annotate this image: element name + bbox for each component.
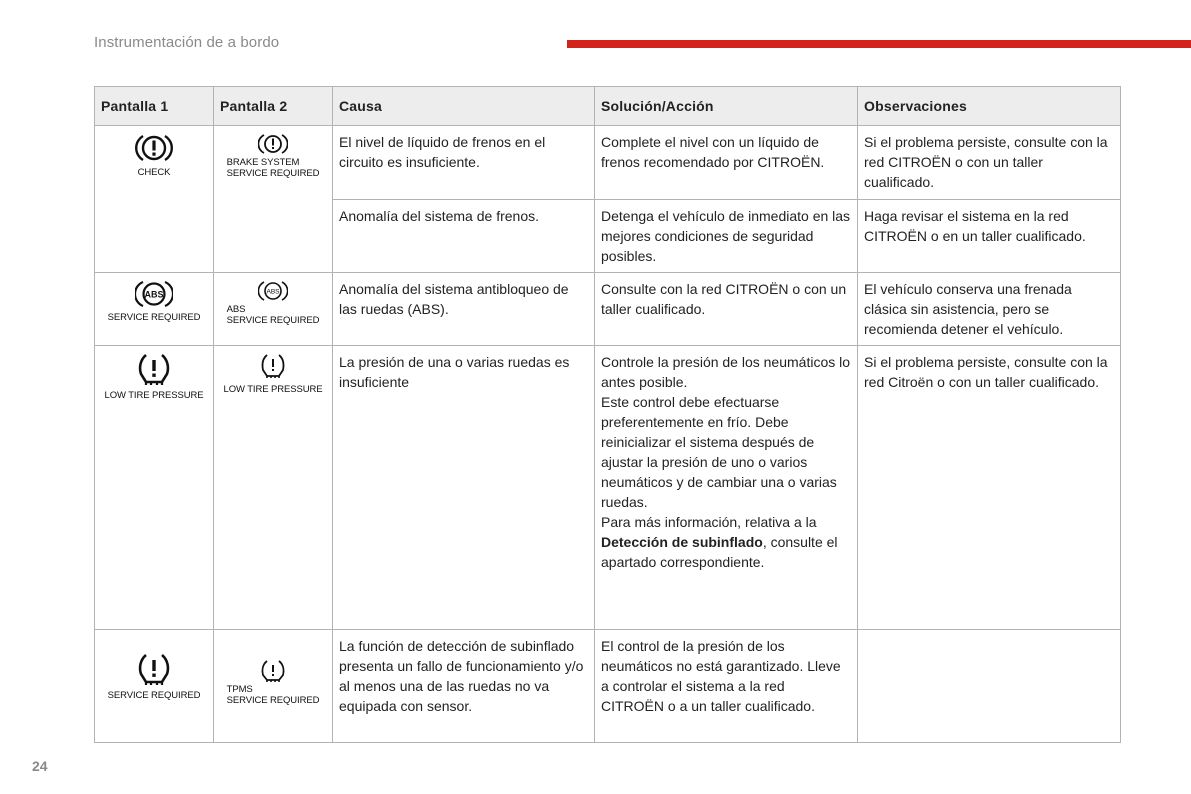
action-bold-reference: Detección de subinflado xyxy=(601,534,763,550)
icon-caption: TPMS xyxy=(226,684,253,695)
tire-pressure-icon xyxy=(260,658,286,684)
action-line: Controle la presión de los neumáticos lo antes posible. xyxy=(601,354,851,390)
screen2-cell xyxy=(214,126,333,273)
table-header-row xyxy=(95,87,1121,126)
icon-caption: LOW TIRE PRESSURE xyxy=(104,390,204,401)
column-header-screen2: Pantalla 2 xyxy=(214,87,333,126)
action-cell: Complete el nivel con un líquido de frenos recomendado por CITROËN. xyxy=(595,126,858,200)
action-line xyxy=(601,512,851,572)
cause-cell: Anomalía del sistema de frenos. xyxy=(333,200,595,273)
column-header-notes: Observaciones xyxy=(858,87,1121,126)
cause-cell: El nivel de líquido de frenos en el circuito es insuficiente. xyxy=(333,126,595,200)
cause-cell: La presión de una o varias ruedas es insuficiente xyxy=(333,346,595,630)
icon-caption: SERVICE REQUIRED xyxy=(107,312,201,323)
notes-cell: Haga revisar el sistema en la red CITROËN o en un taller cualificado. xyxy=(858,200,1121,273)
action-line-tail: , consulte el apartado correspondiente. xyxy=(601,534,838,570)
screen1-cell xyxy=(95,630,214,743)
screen2-cell xyxy=(214,630,333,743)
column-header-screen1: Pantalla 1 xyxy=(95,87,214,126)
brake-warning-icon xyxy=(135,132,173,164)
action-cell: Detenga el vehículo de inmediato en las mejores condiciones de seguridad posibles. xyxy=(595,200,858,273)
column-header-cause: Causa xyxy=(333,87,595,126)
notes-cell: Si el problema persiste, consulte con la red Citroën o con un taller cualificado. xyxy=(858,346,1121,630)
screen1-cell xyxy=(95,126,214,273)
notes-cell: Si el problema persiste, consulte con la red CITROËN o con un taller cualificado. xyxy=(858,126,1121,200)
column-header-action: Solución/Acción xyxy=(595,87,858,126)
tire-pressure-icon xyxy=(137,652,171,686)
abs-icon-text: ABS xyxy=(266,288,280,296)
icon-caption: SERVICE REQUIRED xyxy=(226,695,320,706)
icon-caption: ABS xyxy=(226,304,246,315)
cause-cell: Anomalía del sistema antibloqueo de las ruedas (ABS). xyxy=(333,273,595,346)
page-header-title: Instrumentación de a bordo xyxy=(94,34,280,51)
icon-caption: SERVICE REQUIRED xyxy=(107,690,201,701)
screen2-cell xyxy=(214,346,333,630)
tire-pressure-icon xyxy=(137,352,171,386)
brake-warning-icon xyxy=(258,132,288,156)
notes-cell xyxy=(858,630,1121,743)
action-cell xyxy=(595,346,858,630)
action-line: Este control debe efectuarse preferentemente en frío. Debe reinicializar el sistema después de ajustar la presión de uno o varios neumáticos y de cambiar una o varias ruedas. xyxy=(601,394,837,510)
icon-caption: BRAKE SYSTEM xyxy=(226,157,300,168)
tire-pressure-icon xyxy=(260,352,286,380)
table-row xyxy=(95,273,1121,346)
table-row xyxy=(95,126,1121,200)
cause-cell: La función de detección de subinflado presenta un fallo de funcionamiento y/o al menos una de las ruedas no va equipada con sensor. xyxy=(333,630,595,743)
action-cell: Consulte con la red CITROËN o con un taller cualificado. xyxy=(595,273,858,346)
header-accent-bar xyxy=(567,40,1191,48)
screen1-cell xyxy=(95,346,214,630)
abs-icon-text: ABS xyxy=(144,289,164,300)
table-row xyxy=(95,346,1121,630)
icon-caption: SERVICE REQUIRED xyxy=(226,315,320,326)
abs-icon xyxy=(135,279,173,309)
page-number: 24 xyxy=(32,758,48,774)
warning-lights-table xyxy=(94,86,1121,743)
notes-cell: El vehículo conserva una frenada clásica sin asistencia, pero se recomienda detener el vehículo. xyxy=(858,273,1121,346)
screen1-cell xyxy=(95,273,214,346)
action-line-text: Para más información, relativa a la xyxy=(601,514,817,530)
abs-icon xyxy=(258,279,288,303)
icon-caption: SERVICE REQUIRED xyxy=(226,168,320,179)
icon-caption: CHECK xyxy=(137,167,171,178)
icon-caption: LOW TIRE PRESSURE xyxy=(223,384,323,395)
screen2-cell xyxy=(214,273,333,346)
action-cell: El control de la presión de los neumáticos no está garantizado. Lleve a controlar el sistema a la red CITROËN o a un taller cualificado. xyxy=(595,630,858,743)
table-row xyxy=(95,630,1121,743)
